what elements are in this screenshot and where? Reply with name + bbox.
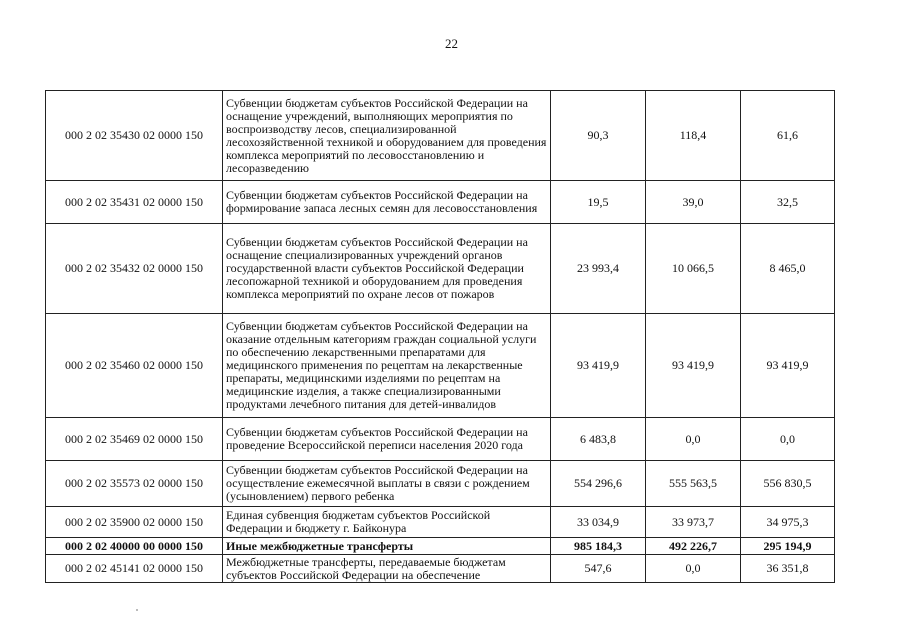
table-row (46, 224, 835, 314)
value-col-3: 32,5 (741, 181, 835, 224)
row-description: Иные межбюджетные трансферты (223, 538, 551, 555)
budget-table (45, 90, 835, 583)
value-col-2: 0,0 (646, 418, 741, 461)
value-col-3: 93 419,9 (741, 314, 835, 418)
value-col-1: 19,5 (551, 181, 646, 224)
table-row (46, 555, 835, 583)
budget-code: 000 2 02 35431 02 0000 150 (46, 181, 223, 224)
value-col-3: 0,0 (741, 418, 835, 461)
budget-code: 000 2 02 40000 00 0000 150 (46, 538, 223, 555)
value-col-3: 34 975,3 (741, 507, 835, 538)
budget-code: 000 2 02 35460 02 0000 150 (46, 314, 223, 418)
value-col-3: 556 830,5 (741, 461, 835, 507)
value-col-1: 985 184,3 (551, 538, 646, 555)
value-col-2: 555 563,5 (646, 461, 741, 507)
value-col-3: 8 465,0 (741, 224, 835, 314)
value-col-2: 39,0 (646, 181, 741, 224)
table-row (46, 461, 835, 507)
table-row (46, 418, 835, 461)
value-col-1: 6 483,8 (551, 418, 646, 461)
scan-artifact (136, 609, 138, 611)
budget-code: 000 2 02 35469 02 0000 150 (46, 418, 223, 461)
row-description: Субвенции бюджетам субъектов Российской Федерации на формирование запаса лесных семян для лесовосстановления (223, 181, 551, 224)
value-col-1: 554 296,6 (551, 461, 646, 507)
value-col-2: 0,0 (646, 555, 741, 583)
budget-code: 000 2 02 35900 02 0000 150 (46, 507, 223, 538)
table-row (46, 314, 835, 418)
value-col-2: 33 973,7 (646, 507, 741, 538)
value-col-2: 93 419,9 (646, 314, 741, 418)
value-col-1: 90,3 (551, 91, 646, 181)
value-col-2: 118,4 (646, 91, 741, 181)
table-row (46, 181, 835, 224)
value-col-2: 10 066,5 (646, 224, 741, 314)
budget-code: 000 2 02 35432 02 0000 150 (46, 224, 223, 314)
budget-code: 000 2 02 45141 02 0000 150 (46, 555, 223, 583)
value-col-2: 492 226,7 (646, 538, 741, 555)
row-description: Субвенции бюджетам субъектов Российской Федерации на осуществление ежемесячной выплаты в связи с рождением (усыновлением) первого ребенка (223, 461, 551, 507)
value-col-1: 33 034,9 (551, 507, 646, 538)
budget-code: 000 2 02 35430 02 0000 150 (46, 91, 223, 181)
value-col-1: 93 419,9 (551, 314, 646, 418)
value-col-1: 547,6 (551, 555, 646, 583)
row-description: Субвенции бюджетам субъектов Российской Федерации на оснащение учреждений, выполняющих мероприятия по воспроизводству лесов, специализированной лесохозяйственной техникой и оборудованием для проведения комплекса мероприятий по лесовосстановлению и лесоразведению (223, 91, 551, 181)
value-col-3: 36 351,8 (741, 555, 835, 583)
value-col-1: 23 993,4 (551, 224, 646, 314)
value-col-3: 61,6 (741, 91, 835, 181)
page-number: 22 (445, 36, 458, 51)
table-row (46, 507, 835, 538)
row-description: Субвенции бюджетам субъектов Российской Федерации на проведение Всероссийской переписи населения 2020 года (223, 418, 551, 461)
value-col-3: 295 194,9 (741, 538, 835, 555)
row-description: Единая субвенция бюджетам субъектов Российской Федерации и бюджету г. Байконура (223, 507, 551, 538)
table-row (46, 91, 835, 181)
row-description: Субвенции бюджетам субъектов Российской Федерации на оснащение специализированных учреждений органов государственной власти субъектов Российской Федерации лесопожарной техникой и оборудованием для проведения комплекса мероприятий по охране лесов от пожаров (223, 224, 551, 314)
row-description: Межбюджетные трансферты, передаваемые бюджетам субъектов Российской Федерации на обеспечение (223, 555, 551, 583)
table-row (46, 538, 835, 555)
row-description: Субвенции бюджетам субъектов Российской Федерации на оказание отдельным категориям граждан социальной услуги по обеспечению лекарственными препаратами для медицинского применения по рецептам на лекарственные препараты, медицинскими изделиями по рецептам на медицинские изделия, а также специализированными продуктами лечебного питания для детей-инвалидов (223, 314, 551, 418)
budget-code: 000 2 02 35573 02 0000 150 (46, 461, 223, 507)
